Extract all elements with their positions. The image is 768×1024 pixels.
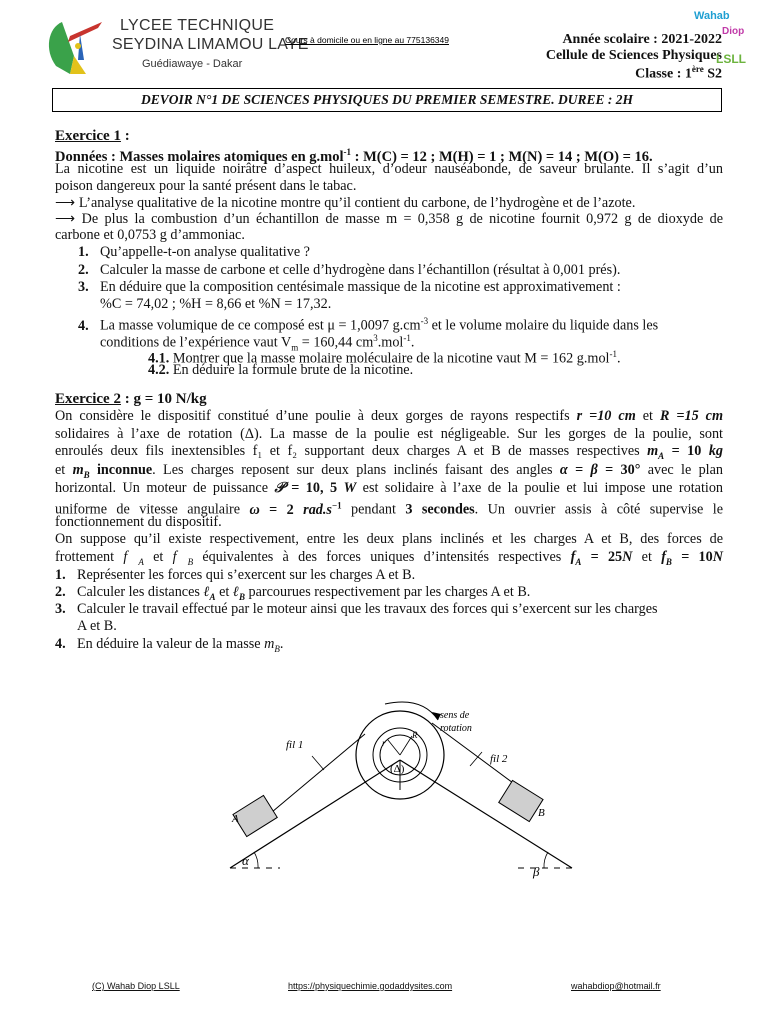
label-beta: β: [533, 864, 540, 879]
label-rotation: rotation: [440, 723, 472, 734]
ex2-text-6: uniforme de vitesse angulaire ω = 2 $rad.s^{-1}$ pendant 3 secondes. Un ouvrier assis à côté supervise le: [55, 500, 723, 518]
ex1-question-4-cont: conditions de l’expérience vaut $V_m = 160,44$ $cm^3.mol^{-1}$.: [100, 333, 415, 353]
school-location: Guédiawaye - Dakar: [142, 58, 243, 70]
ex1-data: Données : Masses molaires atomiques en g.mol$^{-1}$ : M(C) = 12 ; M(H) = 1 ; M(N) = 14 ; M(O) = 16.: [55, 147, 653, 165]
label-alpha: α: [242, 853, 249, 868]
label-A: A: [232, 813, 239, 825]
ex2-text-2: solidaires à l’axe de rotation (Δ). La masse de la poulie est négligeable. Sur les gorges de la poulie, sont: [55, 426, 723, 442]
ex2-question-1: 1. Représenter les forces qui s’exercent sur les charges A et B.: [55, 567, 416, 583]
ex1-text-4: ⟶ De plus la combustion d’un échantillon de masse m = 0,358 g de nicotine fournit 0,972 g de dioxyde de: [55, 211, 723, 227]
ex2-question-4: 4. En déduire la valeur de la masse $m_B$.: [55, 636, 284, 654]
author-logo-text-3: LSLL: [716, 52, 746, 66]
ex1-question-2: 2. Calculer la masse de carbone et celle d’hydrogène dans l’échantillon (résultat à 0,001 prés).: [78, 262, 621, 278]
label-B: B: [538, 807, 545, 819]
ex2-question-3-cont: A et B.: [77, 618, 117, 634]
ex1-text-2: poison dangereux pour la santé présent dans le tabac.: [55, 178, 357, 194]
school-name-1: LYCEE TECHNIQUE: [120, 17, 275, 34]
label-fil2: fil 2: [490, 753, 508, 765]
mass-b: [499, 780, 543, 821]
school-logo: [40, 16, 118, 78]
ex2-text-9: frottement $f⃗_A$ et $f⃗_B$ équivalentes à des forces uniques d’intensités respectives $f_A = 25N$ et $f_B = 10N$: [55, 549, 723, 567]
ex1-question-3-values: %C = 74,02 ; %H = 8,66 et %N = 17,32.: [100, 296, 332, 312]
class-label: Classe : 1ère S2: [635, 64, 722, 82]
ex2-text-5: horizontal. Un moteur de puissance 𝒫 = 10, 5 W est solidaire à l’axe de la poulie et lui impose une rotation: [55, 480, 724, 496]
author-logo: [692, 8, 750, 70]
ex1-heading: Exercice 1 :: [55, 128, 130, 144]
pulley-diagram: [200, 690, 580, 890]
footer-left: (C) Wahab Diop LSLL: [92, 981, 180, 991]
ex2-question-3: 3. Calculer le travail effectué par le moteur ainsi que les travaux des forces qui s’exercent sur les charges: [55, 601, 658, 617]
ex2-text-3: enroulés deux fils inextensibles f₁ et f₂ supportant deux charges A et B de masses respectives $m_A = 10$ kg: [55, 443, 723, 461]
department: Cellule de Sciences Physiques: [545, 48, 722, 63]
ex1-question-4-1: 4.1. Montrer que la masse molaire moléculaire de la nicotine vaut M = 162 g.mol$^{-1}$.: [148, 349, 621, 367]
mass-a: [233, 795, 277, 836]
footer-link[interactable]: https://physiquechimie.godaddysites.com: [288, 981, 453, 991]
ex2-text-8: On suppose qu’il existe respectivement, entre les deux plans inclinés et les charges A et B, des forces de: [55, 531, 723, 547]
ex1-text-1: La nicotine est un liquide noirâtre d’aspect huileux, d’odeur nauséabonde, de saveur brulante. Il s’agit d’un: [55, 161, 723, 177]
ex2-text-1: On considère le dispositif constitué d’une poulie à deux gorges de rayons respectifs r =10 cm et R =15 cm: [55, 408, 723, 424]
school-name-2: SEYDINA LIMAMOU LAYE: [112, 36, 309, 53]
ex2-text-4: et $m_B$ inconnue. Les charges reposent sur deux plans inclinés faisant des angles α = β = 30° avec le plan: [55, 462, 724, 480]
ex1-question-4: 4. La masse volumique de ce composé est μ = 1,0097 $g.cm^{-3}$ et le volume molaire du liquide dans les: [78, 316, 659, 334]
author-logo-text-1: Wahab: [694, 10, 730, 22]
author-logo-text-2: Diop: [722, 26, 745, 37]
school-year: Année scolaire : 2021-2022: [562, 32, 722, 47]
label-fil1: fil 1: [286, 739, 304, 751]
ex1-question-1: 1. Qu’appelle-t-on analyse qualitative ?: [78, 244, 310, 260]
label-R: R: [412, 730, 418, 740]
label-r: r: [382, 738, 386, 748]
ex1-question-4-2: 4.2. En déduire la formule brute de la nicotine.: [148, 362, 414, 378]
ex1-text-5: carbone et 0,0753 g d’ammoniac.: [55, 227, 245, 243]
ex2-text-7: fonctionnement du dispositif.: [55, 514, 222, 530]
label-sens: sens de: [440, 710, 470, 721]
ex1-question-3: 3. En déduire que la composition centésimale massique de la nicotine est approximativement :: [78, 279, 621, 295]
label-axis: (Δ): [390, 763, 405, 775]
ex1-text-3: ⟶ L’analyse qualitative de la nicotine montre qu’il contient du carbone, de l’hydrogène et de l’azote.: [55, 195, 636, 211]
page-title: DEVOIR N°1 DE SCIENCES PHYSIQUES DU PREMIER SEMESTRE. DUREE : 2H: [141, 92, 633, 107]
footer-email[interactable]: wahabdiop@hotmail.fr: [571, 981, 661, 991]
course-note: Cours à domicile ou en ligne au 775136349: [285, 35, 449, 45]
ex2-question-2: 2. Calculer les distances ℓ$_A$ et ℓ$_B$ parcourues respectivement par les charges A et B.: [55, 584, 531, 602]
ex2-heading: Exercice 2 : g = 10 N/kg: [55, 391, 207, 407]
